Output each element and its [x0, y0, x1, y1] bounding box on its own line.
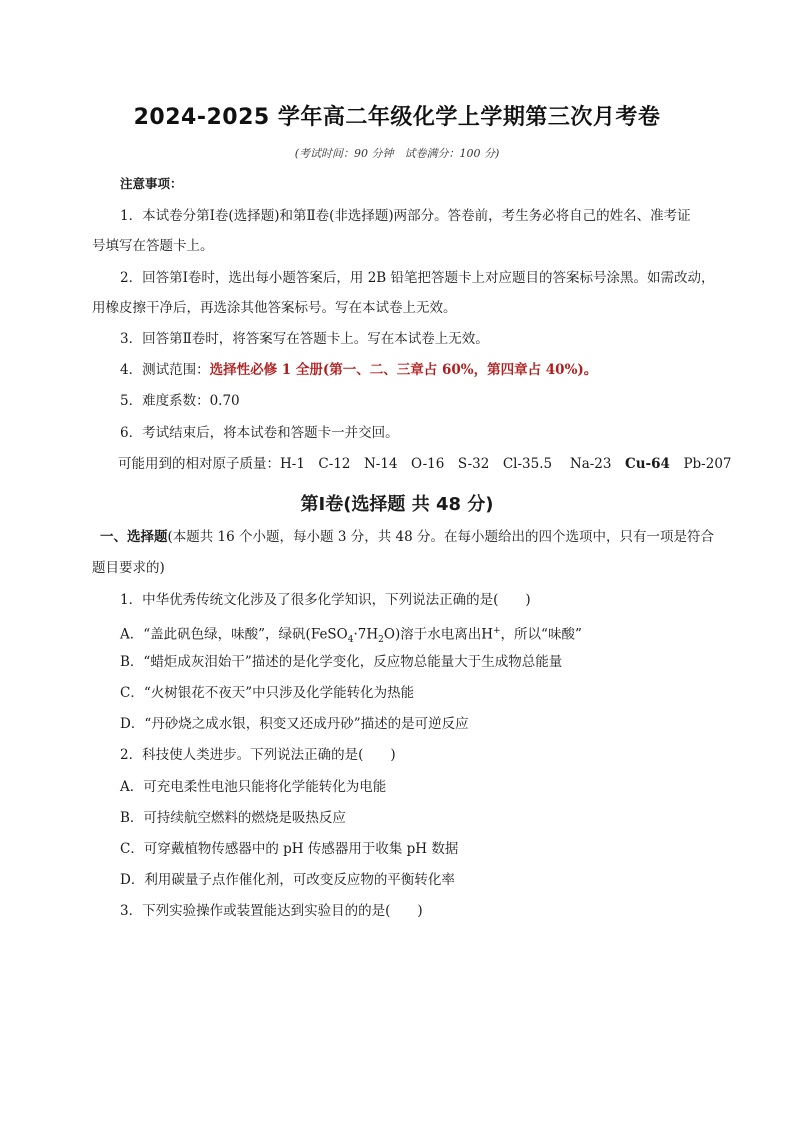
notice-item-2-line-1: 2．回答第Ⅰ卷时，选出每小题答案后，用 2B 铅笔把答题卡上对应题目的答案标号涂黑。如需改动， — [120, 270, 715, 286]
notice-item-5: 5．难度系数：0.70 — [120, 393, 240, 409]
question-1-option-b: B．“蜡炬成灰泪始干”描述的是化学变化，反应物总能量大于生成物总能量 — [120, 654, 563, 670]
notice-item-1-line-1: 1．本试卷分第Ⅰ卷(选择题)和第Ⅱ卷(非选择题)两部分。答卷前，考生务必将自己的姓名、准考证 — [120, 208, 691, 224]
notice-item-6: 6．考试结束后，将本试卷和答题卡一并交回。 — [120, 425, 399, 441]
q1-a-text-2: ·7H — [353, 626, 379, 643]
q1-a-text-4: ，所以“味酸” — [500, 626, 582, 643]
question-1-option-c: C．“火树银花不夜天”中只涉及化学能转化为热能 — [120, 685, 415, 701]
atomic-mass-cu: Cu-64 — [625, 456, 670, 472]
q1-a-sup: + — [493, 626, 501, 636]
question-2-option-d: D．利用碳量子点作催化剂，可改变反应物的平衡转化率 — [120, 872, 455, 888]
exam-subtitle: (考试时间：90 分钟 试卷满分：100 分) — [294, 147, 500, 160]
q1-a-text-1: A．“盖此矾色绿，味酸”，绿矾(FeSO — [120, 626, 348, 643]
section-1-instructions-text: (本题共 16 个小题，每小题 3 分，共 48 分。在每小题给出的四个选项中，只有一项是符合 — [167, 529, 714, 545]
q1-a-text-3: O)溶于水电离出H — [383, 626, 493, 643]
notice-heading: 注意事项： — [120, 176, 183, 191]
section-1-instructions-line-1 — [100, 528, 714, 546]
q1-a-sub-2: 2 — [378, 635, 384, 646]
exam-title: 2024-2025 学年高二年级化学上学期第三次月考卷 — [133, 105, 661, 130]
atomic-masses-prefix: 可能用到的相对原子质量：H-1 C-12 N-14 O-16 S-32 Cl-35.5 Na-23 — [118, 456, 625, 472]
question-2-stem: 2．科技使人类进步。下列说法正确的是( ) — [120, 747, 396, 763]
q1-a-sub-1: 4 — [347, 635, 354, 646]
question-3-stem: 3．下列实验操作或装置能达到实验目的的是( ) — [120, 903, 423, 919]
notice-item-4-prefix: 4．测试范围： — [120, 362, 210, 378]
atomic-masses-suffix: Pb-207 — [669, 456, 732, 472]
question-1-option-a — [120, 622, 582, 649]
question-1-option-d: D．“丹砂烧之成水银，积变又还成丹砂”描述的是可逆反应 — [120, 716, 469, 732]
notice-item-3: 3．回答第Ⅱ卷时，将答案写在答题卡上。写在本试卷上无效。 — [120, 331, 489, 347]
question-1-stem: 1．中华优秀传统文化涉及了很多化学知识，下列说法正确的是( ) — [120, 592, 531, 608]
test-scope-highlight: 选择性必修 1 全册(第一、二、三章占 60%，第四章占 40%)。 — [209, 362, 598, 378]
question-2-option-b: B．可持续航空燃料的燃烧是吸热反应 — [120, 810, 346, 826]
question-2-option-a: A．可充电柔性电池只能将化学能转化为电能 — [120, 779, 387, 795]
notice-item-4 — [120, 361, 597, 379]
notice-item-1-line-2: 号填写在答题卡上。 — [92, 238, 214, 254]
atomic-masses-line — [118, 455, 732, 473]
notice-item-2-line-2: 用橡皮擦干净后，再选涂其他答案标号。写在本试卷上无效。 — [92, 300, 457, 316]
section-1-title: 第Ⅰ卷(选择题 共 48 分) — [300, 494, 494, 515]
section-1-label: 一、选择题 — [100, 529, 168, 545]
section-1-instructions-line-2: 题目要求的) — [92, 560, 165, 576]
question-2-option-c: C．可穿戴植物传感器中的 pH 传感器用于收集 pH 数据 — [120, 841, 459, 857]
